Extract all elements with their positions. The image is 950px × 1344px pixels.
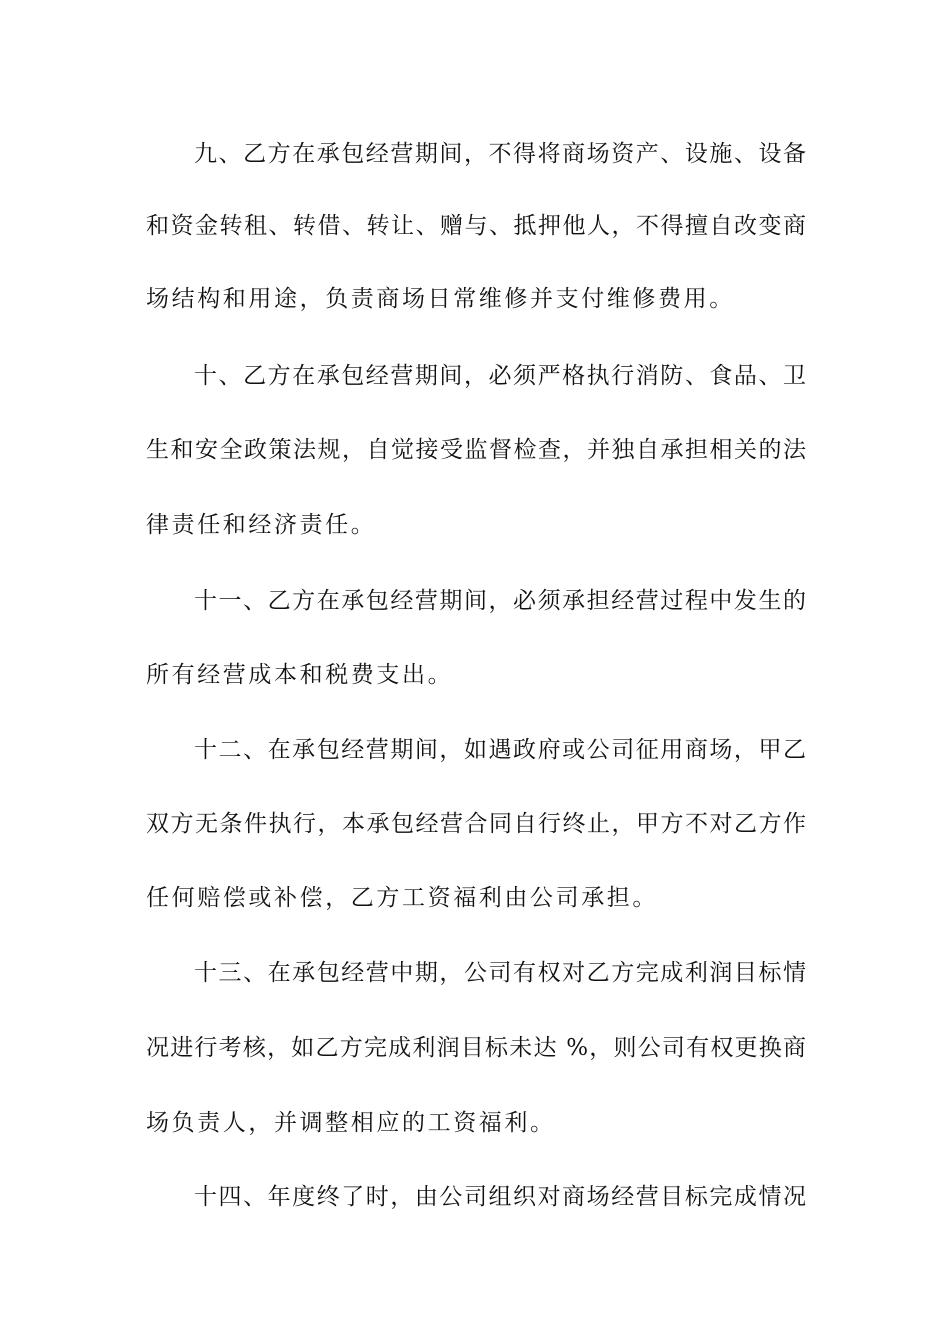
- paragraph-line: 和资金转租、转借、转让、赠与、抵押他人，不得擅自改变商: [146, 213, 806, 239]
- paragraph-line: 任何赔偿或补偿，乙方工资福利由公司承担。: [146, 885, 658, 911]
- paragraph-line: 十一、乙方在承包经营期间，必须承担经营过程中发生的: [194, 588, 806, 614]
- paragraph-line: 所有经营成本和税费支出。: [146, 662, 454, 688]
- paragraph-line: 况进行考核，如乙方完成利润目标未达 %，则公司有权更换商: [146, 1035, 806, 1061]
- paragraph-line: 生和安全政策法规，自觉接受监督检查，并独自承担相关的法: [146, 437, 806, 463]
- paragraph-line: 十四、年度终了时，由公司组织对商场经营目标完成情况: [194, 1184, 806, 1210]
- paragraph-line: 九、乙方在承包经营期间，不得将商场资产、设施、设备: [194, 141, 806, 167]
- paragraph-line: 场结构和用途，负责商场日常维修并支付维修费用。: [146, 286, 735, 312]
- paragraph-line: 律责任和经济责任。: [146, 512, 377, 538]
- paragraph-line: 十、乙方在承包经营期间，必须严格执行消防、食品、卫: [194, 363, 806, 389]
- paragraph-line: 十二、在承包经营期间，如遇政府或公司征用商场，甲乙: [194, 737, 806, 763]
- paragraph-line: 场负责人，并调整相应的工资福利。: [146, 1110, 556, 1136]
- paragraph-line: 双方无条件执行，本承包经营合同自行终止，甲方不对乙方作: [146, 811, 806, 837]
- paragraph-line: 十三、在承包经营中期，公司有权对乙方完成利润目标情: [194, 960, 806, 986]
